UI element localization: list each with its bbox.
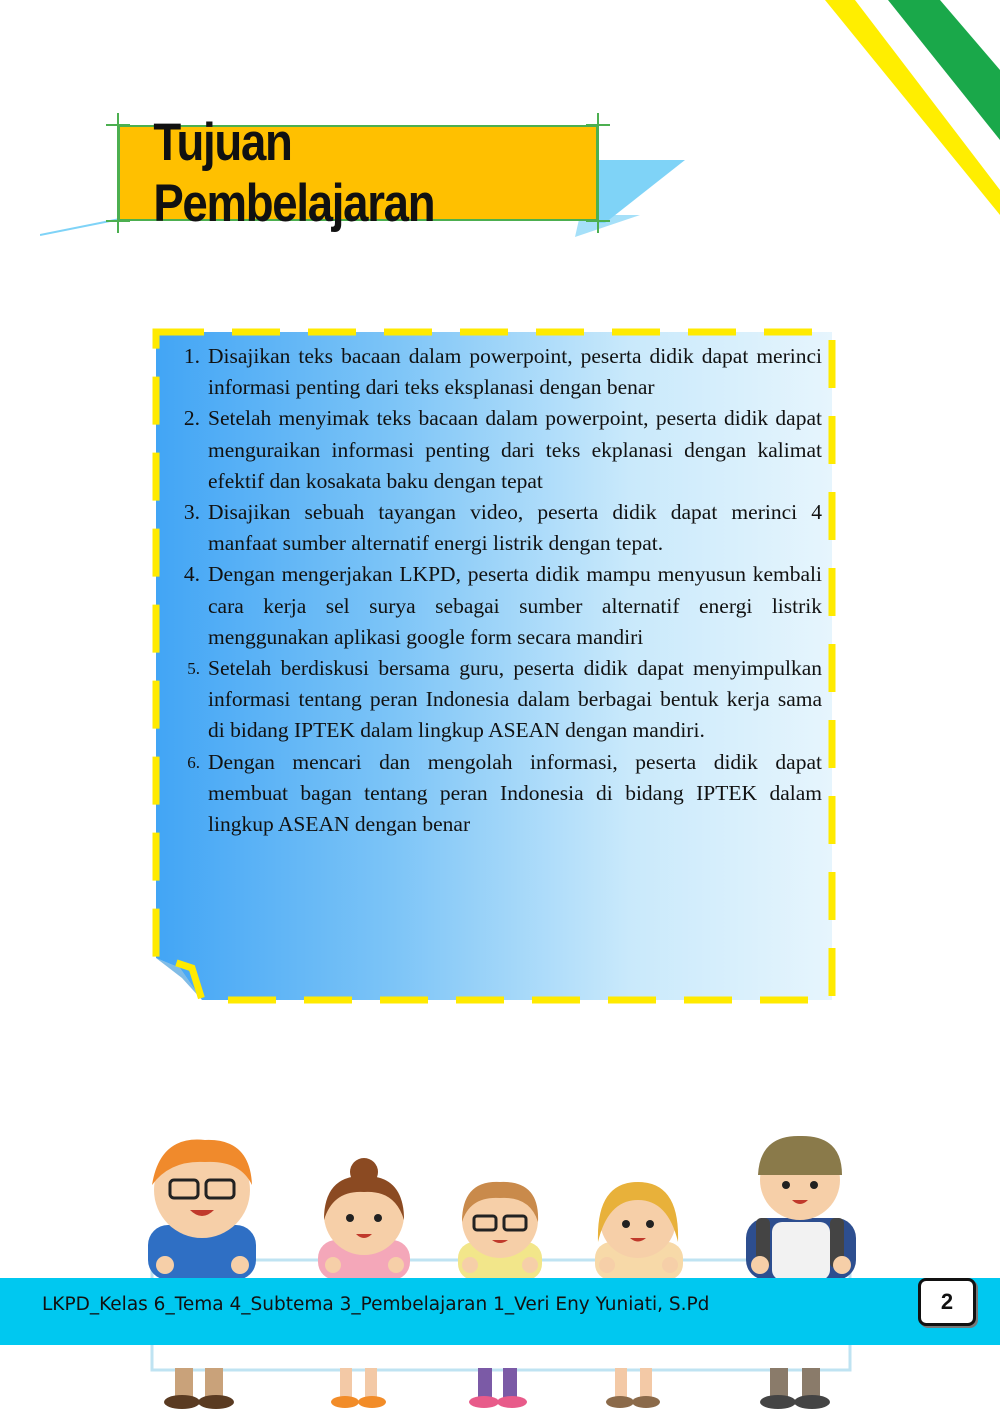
page-number: 2 <box>918 1278 976 1326</box>
title-banner <box>40 105 700 245</box>
item-text: Disajikan sebuah tayangan video, peserta didik dapat merinci 4 manfaat sumber alternatif energi listrik dengan tepat. <box>208 500 822 556</box>
item-number: 6. <box>187 752 200 772</box>
item-number: 1. <box>183 344 200 368</box>
item-number: 2. <box>183 406 200 431</box>
item-text: Dengan mengerjakan LKPD, peserta didik mampu menyusun kembali cara kerja sel surya sebagai sumber alternatif energi listrik menggunakan aplikasi google form secara mandiri <box>208 562 822 649</box>
item-text: Disajikan teks bacaan dalam powerpoint, peserta didik dapat merinci informasi penting dari teks eksplanasi dengan benar <box>208 344 822 400</box>
item-text: Setelah menyimak teks bacaan dalam powerpoint, peserta didik dapat menguraikan informasi penting dari teks ekplanasi dengan kalimat efektif dan kosakata baku dengan tepat <box>208 406 822 493</box>
item-text: Dengan mencari dan mengolah informasi, peserta didik dapat membuat bagan tentang peran Indonesia di bidang IPTEK dalam lingkup ASEAN dengan benar <box>208 749 822 837</box>
item-number: 5. <box>187 659 200 679</box>
list-item <box>170 341 822 403</box>
kids-illustration <box>0 1130 1000 1413</box>
title-box <box>118 113 598 233</box>
corner-stripes <box>800 0 1000 240</box>
list-item <box>170 747 822 841</box>
item-number: 3. <box>183 500 200 525</box>
page-title: Tujuan Pembelajaran <box>153 113 435 233</box>
list-item <box>170 403 822 497</box>
list-item <box>170 497 822 559</box>
list-item <box>170 559 822 653</box>
list-item <box>170 653 822 747</box>
footer-text: LKPD_Kelas 6_Tema 4_Subtema 3_Pembelajaran 1_Veri Eny Yuniati, S.Pd <box>42 1294 710 1315</box>
item-number: 4. <box>183 562 200 587</box>
objectives-list <box>170 341 822 840</box>
item-text: Setelah berdiskusi bersama guru, peserta didik dapat menyimpulkan informasi tentang peran Indonesia dalam berbagai bentuk kerja sama di bidang IPTEK dalam lingkup ASEAN dengan mandiri. <box>208 656 822 743</box>
